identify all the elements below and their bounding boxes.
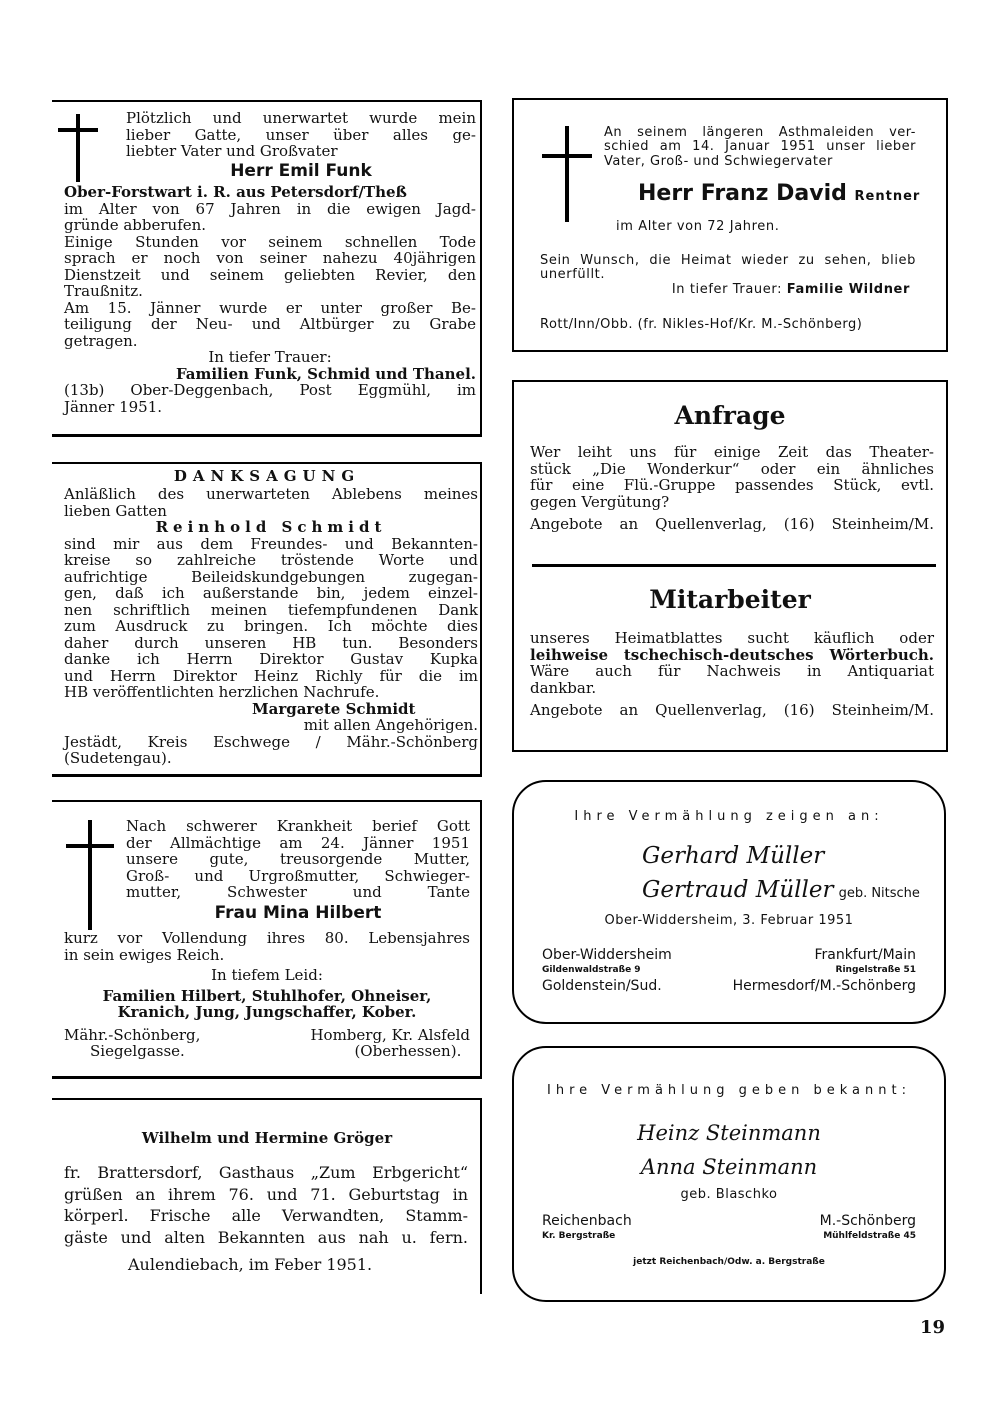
- david-body-1: Sein Wunsch, die Heimat wieder zu sehen, blieb: [540, 253, 916, 268]
- funk-body-4: Einige Stunden vor seinem schnellen Tode: [64, 232, 476, 251]
- cross-icon: [66, 820, 114, 930]
- steinmann-groom: Heinz Steinmann: [637, 1121, 821, 1145]
- schmidt-footer-1: Jestädt, Kreis Eschwege / Mähr.-Schönberg: [64, 732, 478, 751]
- groeger-greeting: [52, 1098, 482, 1298]
- mueller-right-2: Ringelstraße 51: [835, 965, 916, 976]
- funk-intro-2: lieber Gatte, unser über alles ge-: [126, 125, 476, 144]
- mueller-left-3: Goldenstein/Sud.: [542, 978, 662, 995]
- divider: [532, 564, 936, 567]
- schmidt-body-8: danke ich Herrn Direktor Gustav Kupka: [64, 650, 478, 668]
- schmidt-footer-2: (Sudetengau).: [64, 749, 172, 767]
- hilbert-places: [64, 1027, 470, 1060]
- schmidt-name: Reinhold Schmidt: [155, 518, 387, 536]
- hilbert-intro-3: unsere gute, treusorgende Mutter,: [126, 850, 470, 868]
- page-number: 19: [920, 1317, 946, 1338]
- mueller-left-1: Ober-Widdersheim: [542, 947, 672, 963]
- schmidt-body-5: nen schriftlich meinen tiefempfundenen Dank: [64, 600, 478, 619]
- david-intro-3: Vater, Groß- und Schwiegervater: [604, 153, 833, 169]
- steinmann-footer: jetzt Reichenbach/Odw. a. Bergstraße: [633, 1257, 825, 1267]
- mueller-right-3: Hermesdorf/M.-Schönberg: [732, 978, 916, 995]
- funk-intro-1: Plötzlich und unerwartet wurde mein: [126, 109, 476, 127]
- funk-footer-2: Jänner 1951.: [64, 397, 163, 416]
- steinmann-bride-sub: geb. Blaschko: [680, 1187, 778, 1202]
- steinmann-bride: Anna Steinmann: [640, 1155, 818, 1179]
- david-name-suffix: Rentner: [854, 189, 921, 204]
- schmidt-body-7: daher durch unseren HB tun. Besonders: [64, 633, 478, 652]
- david-footer: Rott/Inn/Obb. (fr. Nikles-Hof/Kr. M.-Schönberg): [540, 317, 863, 332]
- steinmann-wedding: [512, 1046, 946, 1302]
- mueller-heading: Ihre Vermählung zeigen an:: [574, 809, 884, 824]
- danksagung-heading: DANKSAGUNG: [173, 467, 361, 485]
- funk-body-8: Am 15. Jänner wurde er unter großer Be-: [64, 298, 476, 317]
- mueller-bride-line: [642, 878, 920, 903]
- hilbert-place-right-2: (Oberhessen).: [354, 1042, 462, 1060]
- groeger-body-1: fr. Brattersdorf, Gasthaus „Zum Erbgericht“: [64, 1163, 468, 1182]
- funk-obituary: [52, 100, 482, 440]
- hilbert-obituary: [52, 800, 482, 1082]
- schmidt-body-4: gen, daß ich außerstande bin, jedem einzel-: [64, 584, 478, 602]
- cross-icon: [542, 126, 592, 222]
- groeger-body-3: körperl. Frische alle Verwandten, Stamm-: [64, 1206, 468, 1226]
- david-age: im Alter von 72 Jahren.: [616, 219, 780, 234]
- hilbert-body-1: kurz vor Vollendung ihres 80. Lebensjahres: [64, 929, 470, 947]
- david-obituary: [512, 98, 948, 352]
- schmidt-body-1: sind mir aus dem Freundes- und Bekannten-: [64, 534, 478, 553]
- funk-families: Familien Funk, Schmid und Thanel.: [175, 364, 476, 383]
- hilbert-place-left-2: Siegelgasse.: [90, 1042, 185, 1060]
- steinmann-heading: Ihre Vermählung geben bekannt:: [547, 1083, 911, 1098]
- david-family: Familie Wildner: [786, 281, 910, 297]
- hilbert-intro-4: Groß- und Urgroßmutter, Schwieger-: [126, 866, 470, 885]
- mueller-right-1: Frankfurt/Main: [814, 947, 916, 963]
- cross-icon: [58, 114, 98, 184]
- funk-body-3: gründe abberufen.: [64, 216, 207, 234]
- mueller-wedding: [512, 780, 946, 1024]
- schmidt-intro-1: Anläßlich des unerwarteten Ablebens meines: [64, 485, 478, 503]
- mitarbeiter-body-3: Wäre auch für Nachweis in Antiquariat: [530, 662, 934, 680]
- funk-mourning: In tiefer Trauer:: [208, 348, 332, 366]
- groeger-footer: Aulendiebach, im Feber 1951.: [128, 1255, 373, 1274]
- schmidt-body-10: HB veröffentlichten herzlichen Nachrufe.: [64, 683, 380, 701]
- david-intro-2: schied am 14. Januar 1951 unser lieber: [604, 139, 916, 155]
- david-mourning-line: [540, 283, 916, 297]
- hilbert-intro-2: der Allmächtige am 24. Jänner 1951: [126, 833, 470, 852]
- mitarbeiter-body-1: unseres Heimatblattes sucht käuflich oder: [530, 629, 934, 647]
- david-mourning: In tiefer Trauer:: [671, 281, 783, 297]
- david-body-2: unerfüllt.: [540, 267, 606, 283]
- mueller-place-date: Ober-Widdersheim, 3. Februar 1951: [604, 913, 854, 928]
- schmidt-body-9: und Herrn Direktor Heinz Richly für die im: [64, 666, 478, 685]
- steinmann-left-2: Kr. Bergstraße: [542, 1231, 616, 1242]
- mueller-bride: Gertraud Müller: [642, 877, 834, 903]
- steinmann-right-1: M.-Schönberg: [819, 1213, 916, 1229]
- hilbert-place-right-1: Homberg, Kr. Alsfeld: [310, 1025, 470, 1044]
- hilbert-families-1: Familien Hilbert, Stuhlhofer, Ohneiser,: [102, 986, 432, 1005]
- funk-body-7: Traußnitz.: [64, 282, 143, 300]
- groeger-title: Wilhelm und Hermine Gröger: [141, 1129, 393, 1147]
- funk-body-1: Ober-Forstwart i. R. aus Petersdorf/Theß: [64, 183, 407, 201]
- mueller-bride-suffix: geb. Nitsche: [838, 886, 920, 901]
- funk-body-5: sprach er noch von seiner nahezu 40jährigen: [64, 249, 476, 267]
- schmidt-signer: Margarete Schmidt: [252, 699, 416, 718]
- funk-intro-3: liebter Vater und Großvater: [126, 142, 338, 160]
- funk-body-10: getragen.: [64, 331, 138, 350]
- groeger-body-4: gäste und alten Bekannten aus nah u. fern.: [64, 1227, 468, 1247]
- hilbert-intro-5: mutter, Schwester und Tante: [126, 883, 470, 901]
- steinmann-right-2: Mühlfeldstraße 45: [823, 1231, 916, 1242]
- groeger-body-2: grüßen an ihrem 76. und 71. Geburtstag in: [64, 1184, 468, 1204]
- hilbert-name: Frau Mina Hilbert: [214, 903, 382, 923]
- funk-body-6: Dienstzeit und seinem geliebten Revier, den: [64, 265, 476, 284]
- schmidt-body-2: kreise so zahlreiche tröstende Worte und: [64, 551, 478, 569]
- mitarbeiter-body-4: dankbar.: [530, 678, 597, 697]
- mitarbeiter-body-2: leihweise tschechisch-deutsches Wörterbuch.: [530, 645, 934, 664]
- mueller-groom: Gerhard Müller: [642, 843, 825, 869]
- funk-name: Herr Emil Funk: [230, 161, 372, 181]
- hilbert-families-2: Kranich, Jung, Jungschaffer, Kober.: [117, 1003, 417, 1021]
- steinmann-left-1: Reichenbach: [542, 1213, 632, 1229]
- mueller-left-2: Gildenwaldstraße 9: [542, 965, 641, 976]
- hilbert-place-left-1: Mähr.-Schönberg,: [64, 1025, 201, 1044]
- hilbert-body-2: in sein ewiges Reich.: [64, 945, 225, 964]
- funk-body-2: im Alter von 67 Jahren in die ewigen Jagd-: [64, 199, 476, 218]
- david-intro-1: An seinem längeren Asthmaleiden ver-: [604, 125, 916, 140]
- anfrage-contact: Angebote an Quellenverlag, (16) Steinheim/M.: [530, 515, 934, 533]
- schmidt-danksagung: [52, 462, 482, 780]
- mitarbeiter-title: Mitarbeiter: [649, 585, 811, 614]
- funk-footer-1: (13b) Ober-Deggenbach, Post Eggmühl, im: [64, 381, 476, 399]
- david-name: Herr Franz David: [638, 181, 847, 206]
- hilbert-intro-1: Nach schwerer Krankheit berief Gott: [126, 817, 470, 835]
- anfrage-body-4: gegen Vergütung?: [530, 492, 670, 511]
- anfrage-body-1: Wer leiht uns für einige Zeit das Theater-: [530, 443, 934, 461]
- anfrage-body-3: für eine Flü.-Gruppe passendes Stück, evtl.: [530, 476, 934, 494]
- schmidt-signer-sub: mit allen Angehörigen.: [303, 716, 478, 734]
- inquiry-box: [512, 380, 948, 752]
- anfrage-title: Anfrage: [674, 401, 786, 430]
- mitarbeiter-contact: Angebote an Quellenverlag, (16) Steinheim/M.: [530, 701, 934, 719]
- schmidt-intro-2: lieben Gatten: [64, 501, 167, 520]
- schmidt-body-3: aufrichtige Beileidskundgebungen zugegan-: [64, 567, 478, 586]
- funk-body-9: teiligung der Neu- und Altbürger zu Grabe: [64, 315, 476, 333]
- anfrage-body-2: stück „Die Wonderkur“ oder ein ähnliches: [530, 459, 934, 478]
- david-name-line: [638, 182, 920, 206]
- hilbert-mourning: In tiefem Leid:: [211, 966, 323, 984]
- schmidt-body-6: zum Ausdruck zu bringen. Ich möchte dies: [64, 617, 478, 635]
